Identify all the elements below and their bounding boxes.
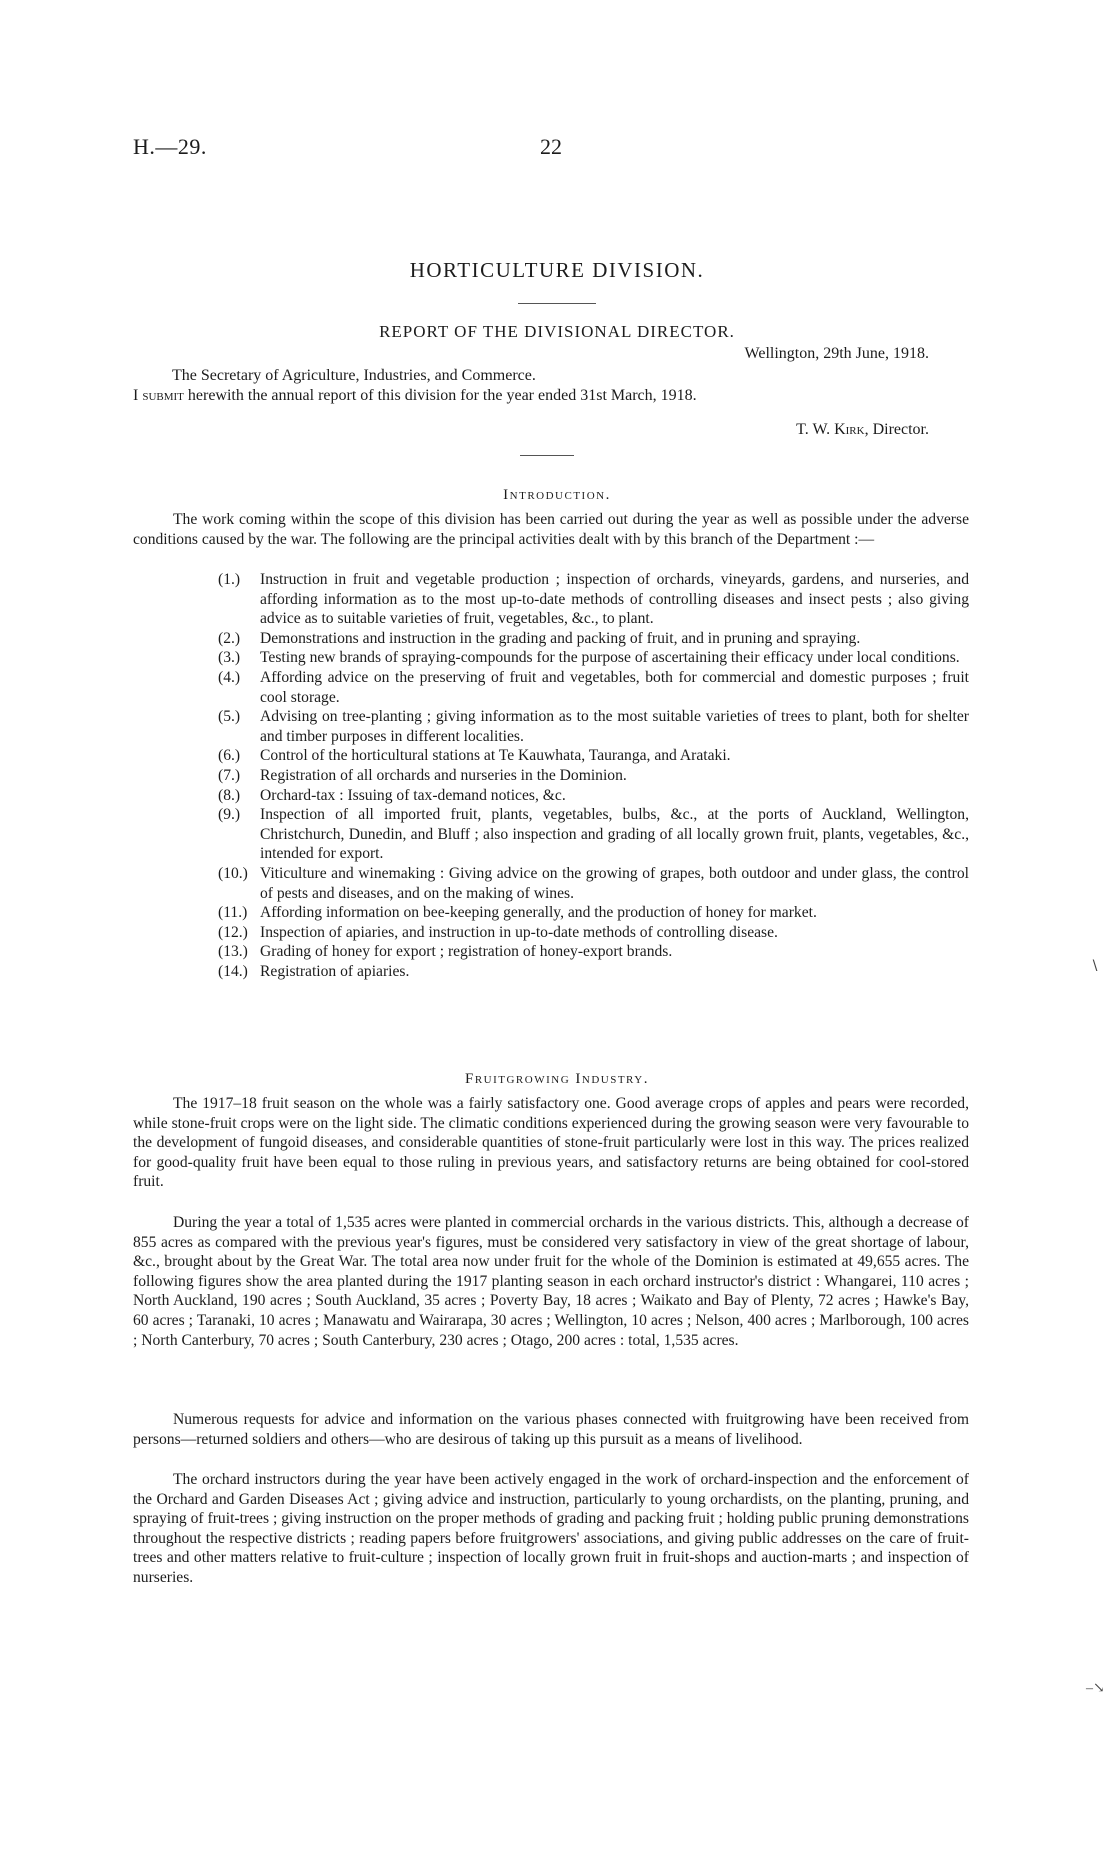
document-reference: H.—29.	[133, 134, 207, 159]
report-divider	[520, 455, 574, 456]
activity-text: Affording advice on the preserving of fruit and vegetables, both for commercial and domestic purposes ; fruit cool storage.	[260, 668, 969, 706]
activity-number: (12.)	[218, 923, 248, 941]
activity-number: (7.)	[218, 766, 241, 784]
activity-text: Registration of apiaries.	[260, 962, 410, 980]
signature	[560, 421, 929, 439]
activity-item	[133, 570, 969, 629]
activity-number: (6.)	[218, 747, 241, 765]
margin-mark: –↘	[1086, 1681, 1105, 1696]
activity-item	[133, 805, 969, 864]
signature-initials: T. W.	[796, 421, 835, 438]
submit-text: herewith the annual report of this division for the year ended 31st March, 1918.	[183, 387, 697, 404]
fruitgrowing-heading: Fruitgrowing Industry.	[464, 1071, 649, 1087]
activity-text: Registration of all orchards and nurseries in the Dominion.	[260, 766, 627, 784]
activity-text: Demonstrations and instruction in the grading and packing of fruit, and in pruning and spraying.	[260, 629, 861, 647]
fruitgrowing-paragraph: During the year a total of 1,535 acres were planted in commercial orchards in the various districts. This, although a decrease of 855 acres as compared with the previous year's figures, must be considered very satisfactory in view of the great shortage of labour, &c., brought about by the Great War. The total area now under fruit for the whole of the Dominion is estimated at 49,655 acres. The following figures show the area planted during the 1917 planting season in each orchard instructor's district : Whangarei, 110 acres ; North Auckland, 190 acres ; South Auckland, 35 acres ; Poverty Bay, 18 acres ; Waikato and Bay of Plenty, 72 acres ; Hawke's Bay, 60 acres ; Taranaki, 10 acres ; Manawatu and Wairarapa, 30 acres ; Wellington, 10 acres ; Nelson, 400 acres ; Marlborough, 100 acres ; North Canterbury, 70 acres ; South Canterbury, 230 acres ; Otago, 200 acres : total, 1,535 acres.	[133, 1214, 969, 1349]
activity-item	[133, 942, 969, 962]
activity-number: (11.)	[218, 904, 248, 922]
activity-item	[133, 746, 969, 766]
page-number: 22	[540, 134, 562, 159]
activity-text: Testing new brands of spraying-compounds for the purpose of ascertaining their efficacy under local conditions.	[260, 649, 960, 667]
activity-item	[133, 962, 969, 982]
introduction-paragraph: The work coming within the scope of this division has been carried out during the year as well as possible under the adverse conditions caused by the war. The following are the principal activities dealt with by this branch of the Department :—	[133, 511, 969, 548]
activity-number: (14.)	[218, 962, 248, 980]
activity-item	[133, 923, 969, 943]
activity-text: Affording information on bee-keeping generally, and the production of honey for market.	[260, 904, 817, 922]
activity-item	[133, 786, 969, 806]
activity-item	[133, 648, 969, 668]
submission-line	[133, 387, 697, 405]
activity-text: Viticulture and winemaking : Giving advice on the growing of grapes, both outdoor and under glass, the control of pests and diseases, and on the making of wines.	[260, 864, 969, 902]
activity-text: Inspection of apiaries, and instruction in up-to-date methods of controlling disease.	[260, 923, 778, 941]
addressee: The Secretary of Agriculture, Industries, and Commerce.	[172, 367, 536, 384]
fruitgrowing-paragraph: The 1917–18 fruit season on the whole was a fairly satisfactory one. Good average crops of apples and pears were recorded, while stone-fruit crops were on the light side. The climatic conditions experienced during the growing season were very favourable to the development of fungoid diseases, and considerable quantities of stone-fruit particularly were lost in this way. The prices realized for good-quality fruit have been equal to those ruling in previous years, and satisfactory returns are being obtained for cool-stored fruit.	[133, 1095, 969, 1191]
activity-text: Instruction in fruit and vegetable production ; inspection of orchards, vineyards, gardens, and nurseries, and affording information as to the most up-to-date methods of controlling diseases and insect pests ; also giving advice as to suitable varieties of fruit, vegetables, &c., to plant.	[260, 571, 969, 628]
margin-mark: ∖	[1090, 959, 1099, 974]
activity-text: Advising on tree-planting ; giving information as to the most suitable varieties of trees to plant, both for shelter and timber purposes in different localities.	[260, 708, 969, 745]
signature-title: , Director.	[864, 421, 929, 438]
activity-text: Inspection of all imported fruit, plants, vegetables, bulbs, &c., at the ports of Auckland, Wellington, Christchurch, Dunedin, and Bluff ; also inspection and grading of all locally grown fruit, plants, vegetables, &c., intended for export.	[260, 806, 969, 863]
submit-lead: I submit	[133, 387, 184, 404]
fruitgrowing-paragraph: Numerous requests for advice and information on the various phases connected with fruitgrowing have been received from persons—returned soldiers and others—who are desirous of taking up this pursuit as a means of livelihood.	[133, 1411, 969, 1448]
report-heading: REPORT OF THE DIVISIONAL DIRECTOR.	[379, 322, 735, 341]
activity-item	[133, 903, 969, 923]
activity-item	[133, 668, 969, 707]
activity-number: (4.)	[218, 668, 241, 686]
activity-number: (5.)	[218, 708, 241, 726]
activity-number: (1.)	[218, 571, 241, 588]
place-date: Wellington, 29th June, 1918.	[744, 345, 929, 362]
activity-item	[133, 707, 969, 746]
activities-list	[133, 570, 969, 981]
activity-item	[133, 766, 969, 786]
introduction-heading: Introduction.	[503, 487, 611, 503]
activity-number: (2.)	[218, 629, 241, 647]
signature-name: Kirk	[834, 421, 865, 438]
activity-number: (10.)	[218, 864, 248, 882]
activity-item	[133, 629, 969, 649]
activity-text: Grading of honey for export ; registration of honey-export brands.	[260, 943, 673, 961]
activity-text: Orchard-tax : Issuing of tax-demand notices, &c.	[260, 786, 566, 804]
activity-number: (3.)	[218, 649, 241, 667]
activity-item	[133, 864, 969, 903]
activity-number: (8.)	[218, 786, 241, 804]
title-divider	[518, 303, 596, 304]
activity-number: (9.)	[218, 806, 241, 824]
fruitgrowing-paragraph: The orchard instructors during the year have been actively engaged in the work of orchard-inspection and the enforcement of the Orchard and Garden Diseases Act ; giving advice and instruction, particularly to young orchardists, on the planting, pruning, and spraying of fruit-trees ; giving instruction on the proper methods of grading and packing fruit ; holding public pruning demonstrations throughout the respective districts ; reading papers before fruitgrowers' associations, and giving public addresses on the care of fruit-trees and other matters relative to fruit-culture ; inspection of locally grown fruit in fruit-shops and auction-marts ; and inspection of nurseries.	[133, 1471, 969, 1586]
activity-number: (13.)	[218, 943, 248, 961]
activity-text: Control of the horticultural stations at Te Kauwhata, Tauranga, and Arataki.	[260, 747, 731, 765]
division-title: HORTICULTURE DIVISION.	[409, 258, 705, 282]
